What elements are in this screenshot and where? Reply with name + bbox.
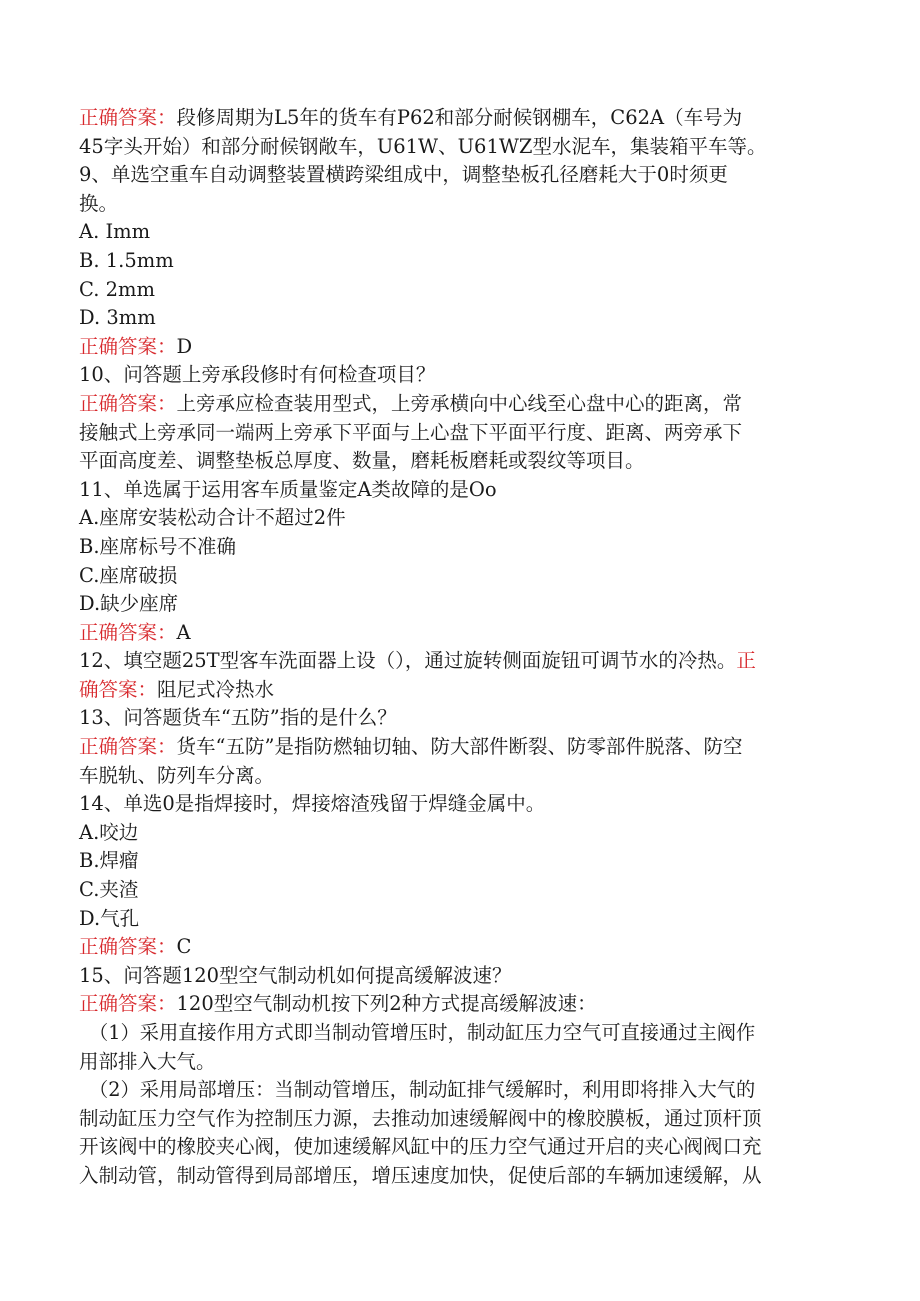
line-text: 10、问答题上旁承段修时有何检查项目？: [79, 363, 436, 387]
line-text: 接触式上旁承同一端两上旁承下平面与上心盘下平面平行度、距离、两旁承下: [79, 420, 743, 444]
answer-text: D: [176, 334, 193, 358]
answer-label: 正确答案：: [79, 935, 177, 959]
line-text: D. 3mm: [79, 306, 156, 330]
line-text: 制动缸压力空气作为控制压力源，去推动加速缓解阀中的橡胶膜板，通过顶杆顶: [79, 1106, 762, 1130]
text-line: [79, 190, 839, 219]
line-text: 11、单选属于运用客车质量鉴定A类故障的是Oo: [79, 477, 497, 501]
question-block-q11: [79, 476, 839, 648]
answer-label: 确答案：: [79, 677, 158, 701]
line-text: B. 1.5mm: [79, 248, 174, 272]
line-text: A. Imm: [79, 220, 151, 244]
answer-line: [79, 990, 839, 1019]
answer-line: [79, 733, 839, 762]
document-page: [79, 104, 839, 1191]
text-line: [79, 304, 839, 333]
answer-text: C: [176, 935, 192, 959]
line-text: B.座席标号不准确: [79, 534, 237, 558]
answer-text: 段修周期为L5年的货车有P62和部分耐候钢棚车，C62A（车号为: [176, 106, 743, 129]
line-text: D.气孔: [79, 906, 140, 930]
text-line: [79, 276, 839, 305]
text-line: [79, 1105, 839, 1134]
text-line: [79, 247, 839, 276]
answer-label: 正确答案：: [79, 106, 177, 129]
text-line: [79, 590, 839, 619]
text-line: [79, 1133, 839, 1162]
question-block-q9: [79, 161, 839, 361]
text-line: [79, 905, 839, 934]
line-text: C. 2mm: [79, 277, 156, 301]
line-text: 车脱轨、防列车分离。: [79, 763, 275, 787]
answer-line: [79, 104, 839, 133]
answer-line: [79, 333, 839, 362]
line-text: 用部排入大气。: [79, 1049, 216, 1073]
text-line: [79, 447, 839, 476]
text-line: [79, 962, 839, 991]
text-line: [79, 847, 839, 876]
line-text: 入制动管，制动管得到局部增压，增压速度加快，促使后部的车辆加速缓解，从: [79, 1163, 762, 1187]
question-block-q14: [79, 790, 839, 962]
line-text: C.座席破损: [79, 563, 178, 587]
text-line: [79, 218, 839, 247]
answer-label: 正确答案：: [79, 992, 177, 1016]
text-line: [79, 790, 839, 819]
answer-line: [79, 933, 839, 962]
line-text: 开该阀中的橡胶夹心阀，使加速缓解风缸中的压力空气通过开启的夹心阀阀口充: [79, 1135, 762, 1159]
text-line: [79, 133, 839, 162]
text-line: [79, 562, 839, 591]
text-line: [79, 876, 839, 905]
line-text: 15、问答题120型空气制动机如何提高缓解波速？: [79, 963, 512, 987]
line-text: 阻尼式冷热水: [157, 677, 275, 701]
question-block-q12: [79, 647, 839, 704]
text-line: [79, 504, 839, 533]
text-line: [79, 1048, 839, 1077]
text-line: [79, 762, 839, 791]
line-text: 平面高度差、调整垫板总厚度、数量，磨耗板磨耗或裂纹等项目。: [79, 449, 645, 473]
text-line: [79, 819, 839, 848]
answer-label: 正确答案：: [79, 735, 177, 759]
answer-line: [79, 619, 839, 648]
text-line: [79, 704, 839, 733]
text-line: [79, 676, 839, 705]
question-block-q10: [79, 361, 839, 475]
line-text: 13、问答题货车“五防”指的是什么？: [79, 706, 397, 730]
text-line: [79, 1019, 839, 1048]
answer-label: 正: [736, 649, 756, 673]
line-text: 45字头开始）和部分耐候钢敞车，U61W、U61WZ型水泥车，集装箱平车等。: [79, 134, 767, 158]
line-text: 14、单选0是指焊接时，焊接熔渣残留于焊缝金属中。: [79, 792, 546, 816]
question-block-q15: [79, 962, 839, 1191]
line-text: （2）采用局部增压：当制动管增压，制动缸排气缓解时，利用即将排入大气的: [89, 1078, 756, 1102]
line-text: B.焊瘤: [79, 849, 139, 873]
answer-text: 上旁承应检查装用型式，上旁承横向中心线至心盘中心的距离，常: [176, 391, 743, 415]
line-text: D.缺少座席: [79, 592, 179, 616]
answer-line: [79, 390, 839, 419]
text-line: [79, 1076, 839, 1105]
line-text: 9、单选空重车自动调整装置横跨梁组成中，调整垫板孔径磨耗大于0时须更: [79, 163, 728, 187]
line-text: 换。: [79, 191, 119, 215]
line-text: C.夹渣: [79, 878, 139, 902]
text-line: [79, 361, 839, 390]
answer-label: 正确答案：: [79, 334, 177, 358]
text-line: [79, 476, 839, 505]
line-text: （1）采用直接作用方式即当制动管增压时，制动缸压力空气可直接通过主阀作: [89, 1021, 756, 1044]
answer-text: A: [176, 620, 191, 644]
text-line: [79, 419, 839, 448]
answer-label: 正确答案：: [79, 391, 177, 415]
question-block-q13: [79, 704, 839, 790]
line-text: A.座席安装松动合计不超过2件: [79, 506, 346, 530]
text-line: [79, 1162, 839, 1191]
answer-text: 货车“五防”是指防燃轴切轴、防大部件断裂、防零部件脱落、防空: [176, 735, 743, 759]
text-line: [79, 161, 839, 190]
question-block-a8: [79, 104, 839, 161]
line-text: 12、填空题25T型客车洗面器上设（），通过旋转侧面旋钮可调节水的冷热。: [79, 649, 737, 673]
answer-label: 正确答案：: [79, 620, 177, 644]
text-line: [79, 533, 839, 562]
text-line: [79, 647, 839, 676]
answer-text: 120型空气制动机按下列2种方式提高缓解波速：: [176, 992, 597, 1016]
line-text: A.咬边: [79, 820, 139, 844]
